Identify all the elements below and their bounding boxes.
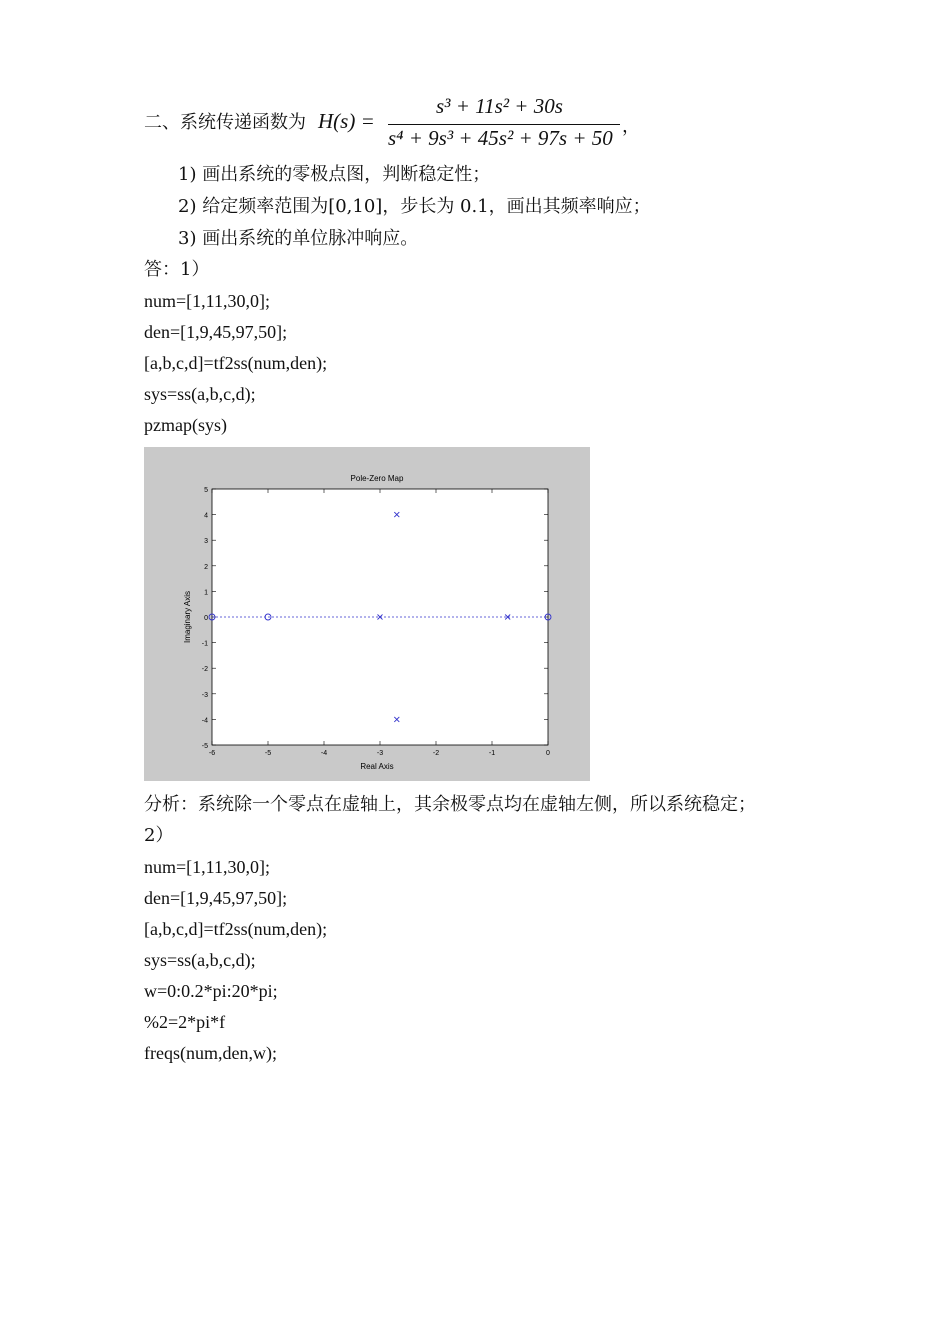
pole-zero-chart <box>144 447 590 781</box>
y-tick-label: 0 <box>204 615 208 622</box>
code1-line: den=[1,9,45,97,50]; <box>144 322 288 342</box>
code2-line: w=0:0.2*pi:20*pi; <box>144 981 278 1001</box>
y-tick-label: 4 <box>204 512 208 520</box>
analysis-text: 分析：系统除一个零点在虚轴上，其余极零点均在虚轴左侧，所以系统稳定； <box>144 794 756 815</box>
pole-zero-map-figure <box>144 447 590 781</box>
formula-lhs: H(s) = <box>318 109 375 133</box>
code2-line: sys=ss(a,b,c,d); <box>144 950 256 970</box>
x-tick-label: -3 <box>376 750 384 757</box>
code1-line: sys=ss(a,b,c,d); <box>144 384 256 404</box>
x-tick-label: -4 <box>320 750 328 757</box>
fraction-bar <box>388 124 620 125</box>
problem-prefix: 二、系统传递函数为 <box>144 112 306 133</box>
x-tick-label: 0 <box>546 750 550 757</box>
x-tick-label: -1 <box>488 750 496 757</box>
y-tick-label: -1 <box>201 640 208 648</box>
code2-line: num=[1,11,30,0]; <box>144 857 270 877</box>
y-tick-label: 2 <box>204 563 208 571</box>
task-item-2: 2) 给定频率范围为[0,10]，步长为 0.1，画出其频率响应； <box>178 196 651 217</box>
chart-title: Pole-Zero Map <box>350 474 404 483</box>
y-tick-label: 1 <box>204 589 208 597</box>
y-axis-label: Imaginary Axis <box>183 590 192 644</box>
code2-line: %2=2*pi*f <box>144 1012 226 1032</box>
y-tick-label: -3 <box>201 691 208 699</box>
y-tick-label: 3 <box>204 538 208 546</box>
code2-line: freqs(num,den,w); <box>144 1043 277 1063</box>
formula-denominator: s⁴ + 9s³ + 45s² + 97s + 50 <box>388 126 613 150</box>
answer-label: 答：1） <box>144 259 210 280</box>
formula-numerator: s³ + 11s² + 30s <box>436 94 563 118</box>
task-item-1: 1) 画出系统的零极点图，判断稳定性； <box>178 164 491 185</box>
task-item-3: 3) 画出系统的单位脉冲响应。 <box>178 228 419 249</box>
code1-line: [a,b,c,d]=tf2ss(num,den); <box>144 353 328 373</box>
y-tick-label: -4 <box>201 717 208 725</box>
y-tick-label: 5 <box>204 487 208 494</box>
y-tick-label: -5 <box>201 743 208 750</box>
problem-statement <box>144 90 664 154</box>
x-tick-label: -2 <box>432 750 440 757</box>
code2-line: [a,b,c,d]=tf2ss(num,den); <box>144 919 328 939</box>
code1-line: num=[1,11,30,0]; <box>144 291 270 311</box>
part2-label: 2） <box>144 825 174 846</box>
x-tick-label: -6 <box>208 750 216 757</box>
code1-line: pzmap(sys) <box>144 415 227 435</box>
code2-line: den=[1,9,45,97,50]; <box>144 888 288 908</box>
x-tick-label: -5 <box>264 750 272 757</box>
y-tick-label: -2 <box>201 666 208 674</box>
x-axis-label: Real Axis <box>360 762 394 771</box>
problem-suffix: ， <box>622 116 640 137</box>
